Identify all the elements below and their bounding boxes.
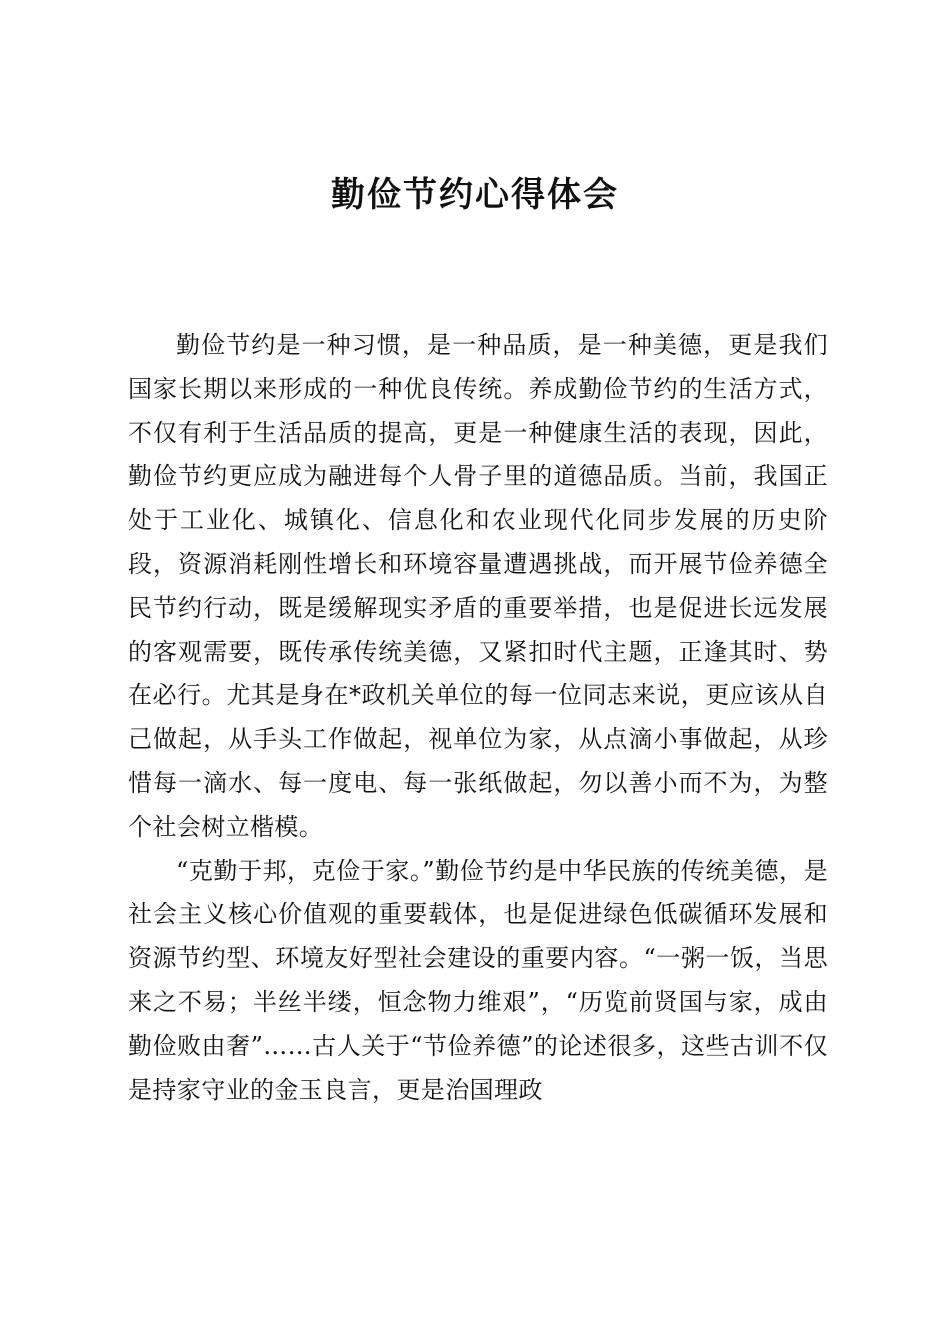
paragraph: 勤俭节约是一种习惯，是一种品质，是一种美德，更是我们国家长期以来形成的一种优良传统。养成勤俭节约的生活方式，不仅有利于生活品质的提高，更是一种健康生活的表现，因此，勤俭节约更应成为融进每个人骨子里的道德品质。当前，我国正处于工业化、城镇化、信息化和农业现代化同步发展的历史阶段，资源消耗刚性增长和环境容量遭遇挑战，而开展节俭养德全民节约行动，既是缓解现实矛盾的重要举措，也是促进长远发展的客观需要，既传承传统美德，又紧扣时代主题，正逢其时、势在必行。尤其是身在*政机关单位的每一位同志来说，更应该从自己做起，从手头工作做起，视单位为家，从点滴小事做起，从珍惜每一滴水、每一度电、每一张纸做起，勿以善小而不为，为整个社会树立楷模。 <box>128 331 828 841</box>
paragraph: “克勤于邦，克俭于家。”勤俭节约是中华民族的传统美德，是社会主义核心价值观的重要载体，也是促进绿色低碳循环发展和资源节约型、环境友好型社会建设的重要内容。“一粥一饭，当思来之不易；半丝半缕，恒念物力维艰”，“历览前贤国与家，成由勤俭败由奢”……古人关于“节俭养德”的论述很多，这些古训不仅是持家守业的金玉良言，更是治国理政 <box>128 856 828 1104</box>
document-body <box>128 324 828 1112</box>
document-title: 勤俭节约心得体会 <box>331 175 619 215</box>
